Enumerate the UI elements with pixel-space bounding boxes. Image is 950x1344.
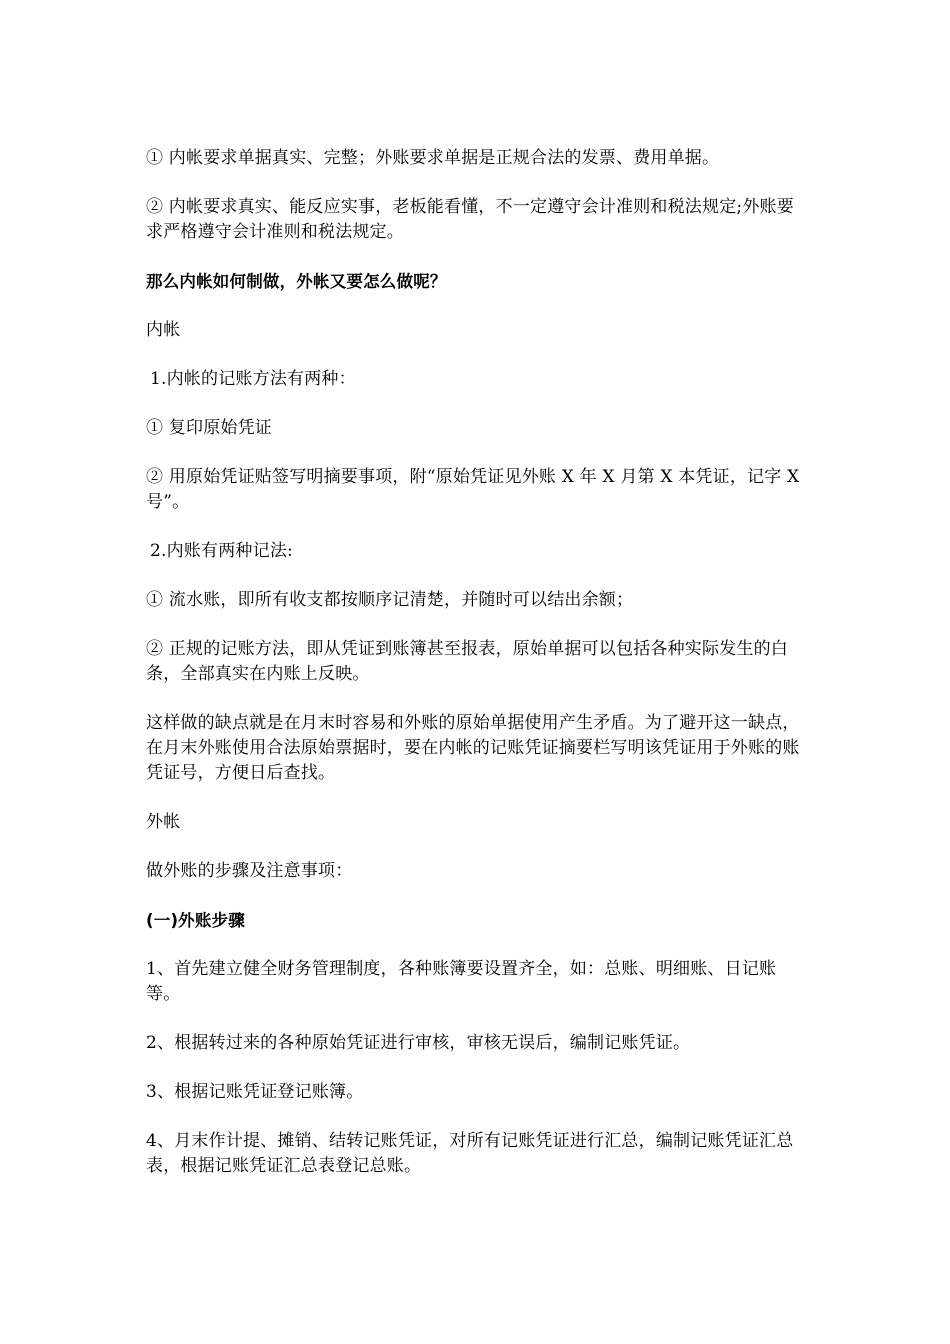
paragraph-running-account: ① 流水账，即所有收支都按顺序记清楚，并随时可以结出余额； [146, 590, 634, 610]
step-4: 4、月末作计提、摊销、结转记账凭证，对所有记账凭证进行汇总，编制记账凭证汇总表，根据记账凭证汇总表登记总账。 [146, 1131, 794, 1176]
paragraph-external-intro: 做外账的步骤及注意事项： [146, 861, 353, 881]
step-1: 1、首先建立健全财务管理制度，各种账簿要设置齐全，如：总账、明细账、日记账等。 [146, 959, 777, 1004]
step-3: 3、根据记账凭证登记账簿。 [146, 1082, 364, 1102]
paragraph-internal-method-intro: 1.内帐的记账方法有两种： [150, 369, 356, 389]
paragraph-drawback: 这样做的缺点就是在月末时容易和外账的原始单据使用产生矛盾。为了避开这一缺点，在月末外账使用合法原始票据时，要在内帐的记账凭证摘要栏写明该凭证用于外账的账凭证号，方便日后查找。 [146, 713, 800, 783]
paragraph-copy-vouchers: ① 复印原始凭证 [146, 418, 273, 438]
paragraph-formal-method: ② 正规的记账方法，即从凭证到账簿甚至报表，原始单据可以包括各种实际发生的白条，全部真实在内账上反映。 [146, 639, 789, 684]
step-2: 2、根据转过来的各种原始凭证进行审核，审核无误后，编制记账凭证。 [146, 1033, 691, 1053]
paragraph-1: ① 内帐要求单据真实、完整；外账要求单据是正规合法的发票、费用单据。 [146, 148, 720, 168]
section-heading-how-to: 那么内帐如何制做，外帐又要怎么做呢？ [146, 272, 447, 291]
section-heading-external-steps: (一)外账步骤 [146, 911, 245, 930]
subheading-external-accounts: 外帐 [146, 812, 181, 832]
paragraph-two-methods: 2.内账有两种记法: [150, 541, 293, 561]
paragraph-2: ② 内帐要求真实、能反应实事，老板能看懂，不一定遵守会计准则和税法规定;外账要求严格遵守会计准则和税法规定。 [146, 197, 794, 242]
document-body [146, 146, 810, 1203]
paragraph-label-vouchers: ② 用原始凭证贴签写明摘要事项，附“原始凭证见外账 X 年 X 月第 X 本凭证，记字 X 号”。 [146, 467, 800, 512]
subheading-internal-accounts: 内帐 [146, 320, 181, 340]
